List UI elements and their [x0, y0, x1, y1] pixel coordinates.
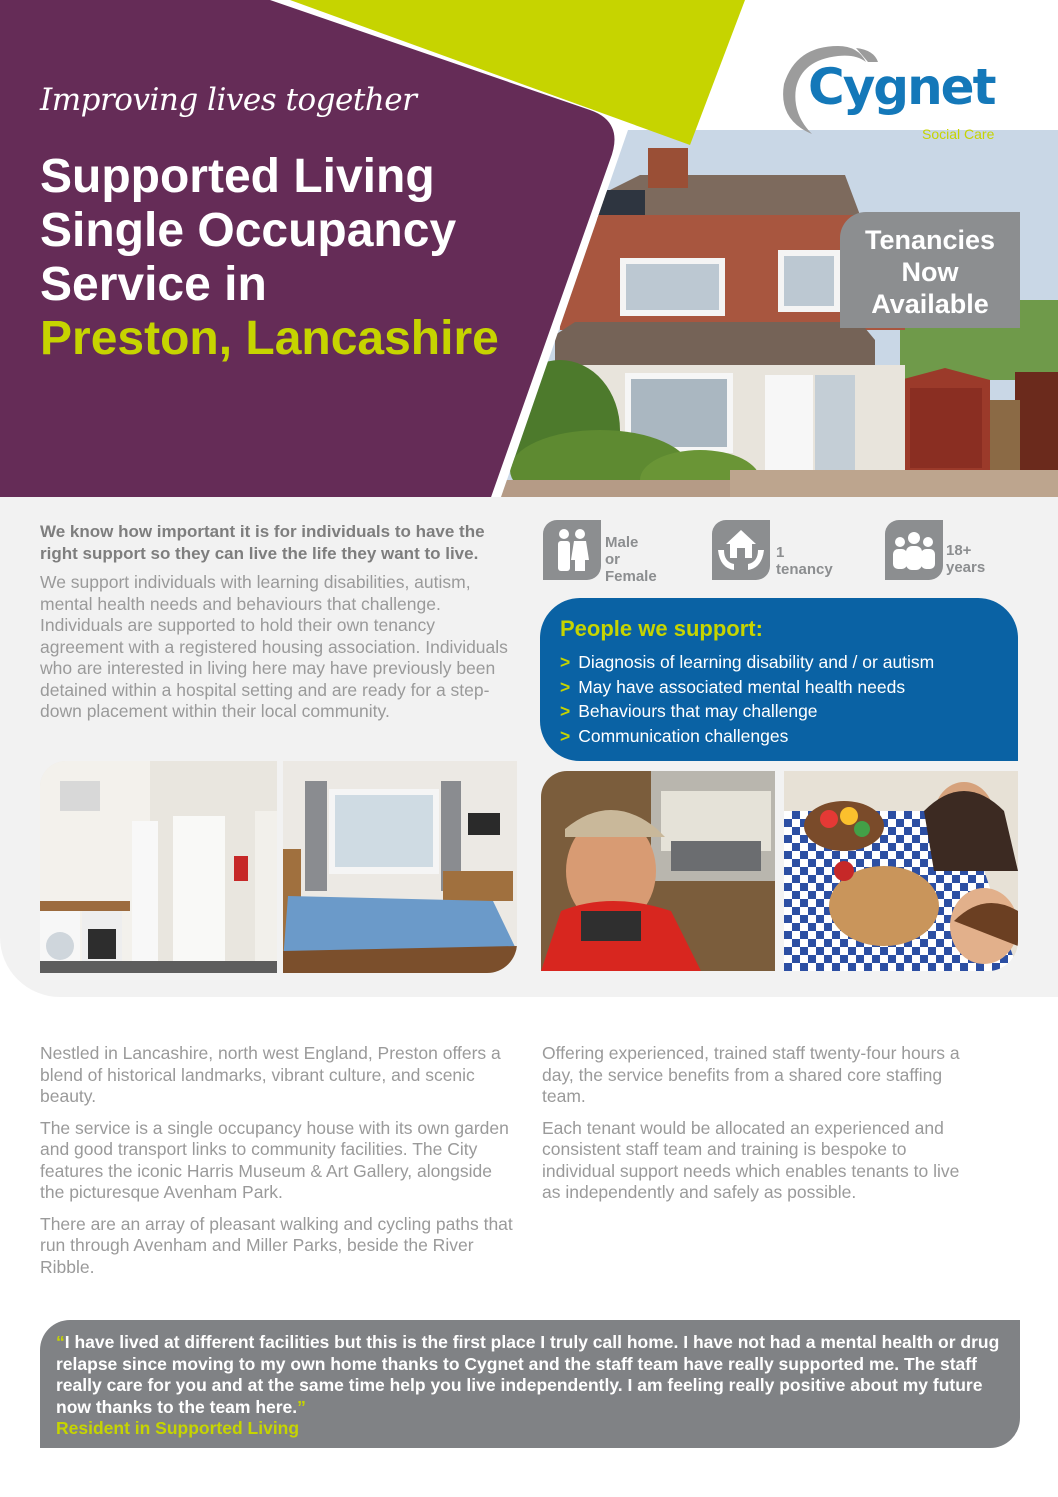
logo-subtitle: Social Care — [922, 126, 995, 142]
house-hands-icon — [712, 520, 770, 580]
title-location: Preston, Lancashire — [40, 312, 499, 365]
paragraph: Nestled in Lancashire, north west England, Preston offers a blend of historical landmarks, vibrant culture, and scenic beauty. — [40, 1043, 501, 1106]
tenancies-badge — [840, 212, 1020, 328]
paragraph: There are an array of pleasant walking and cycling paths that run through Avenham and Miller Parks, beside the River Ribble. — [40, 1213, 513, 1277]
logo-wordmark: Cygnet — [808, 58, 995, 116]
feature-label: 1 tenancy — [776, 544, 833, 578]
paragraph: The service is a single occupancy house with its own garden and good transport links to community facilities. The City features the iconic Harris Museum & Art Gallery, alongside the picturesque Avenham Park. — [40, 1117, 509, 1202]
list-item: > May have associated mental health needs — [560, 676, 906, 697]
close-quote-mark: ” — [297, 1396, 306, 1417]
chevron-right-icon: > — [560, 725, 571, 746]
title-line: Supported Living — [40, 150, 435, 203]
badge-line: Now — [901, 257, 959, 287]
chevron-right-icon: > — [560, 701, 571, 721]
male-female-icon — [543, 520, 601, 580]
badge-line: Available — [871, 289, 989, 319]
support-heading: People we support: — [560, 616, 763, 641]
feature-label: 18+ years — [946, 542, 986, 576]
text-column-right — [542, 1043, 962, 1214]
people-we-support-box — [540, 598, 1018, 761]
open-quote-mark: “ — [56, 1332, 65, 1352]
group-people-icon — [885, 520, 943, 580]
title-line: Service in — [40, 258, 267, 311]
list-item: > Communication challenges — [560, 725, 789, 746]
testimonial-attribution: Resident in Supported Living — [56, 1418, 300, 1438]
chevron-right-icon: > — [560, 676, 571, 697]
text-column-left — [40, 1043, 520, 1288]
list-item: > Behaviours that may challenge — [560, 701, 818, 721]
testimonial-box — [40, 1320, 1020, 1448]
feature-label: Male or Female — [605, 534, 657, 585]
testimonial-text: I have lived at different facilities but this is the first place I truly call home. I have not had a mental health or drug relapse since moving to my own home thanks to Cygnet and the staff team have really supported me. The staff really care for you and at the same time help you live independently. I am feeling really positive about my future now thanks to the team here. — [56, 1332, 1000, 1417]
paragraph: Each tenant would be allocated an experienced and consistent staff team and training is bespoke to individual support needs which enables tenants to live as independently and safely as possible. — [542, 1117, 960, 1202]
chevron-right-icon: > — [560, 652, 571, 672]
badge-line: Tenancies — [864, 225, 996, 255]
intro-body: We support individuals with learning disabilities, autism, mental health needs and behaviours that challenge. Individuals are supported to hold their own tenancy agreement with a registered housing association. Individuals who are interested in living here may have previously been detained within a hospital setting and are ready for a step-down placement within their local community. — [40, 572, 508, 721]
list-item: > Diagnosis of learning disability and / or autism — [560, 652, 935, 672]
cooking-photo — [784, 771, 1018, 971]
paragraph: Offering experienced, trained staff twenty-four hours a day, the service benefits from a shared core staffing team. — [542, 1043, 960, 1106]
intro-lead: We know how important it is for individuals to have the right support so they can live the life they want to live. — [40, 522, 485, 563]
page-title — [40, 150, 540, 366]
support-list — [560, 650, 1018, 748]
bedroom-photo — [283, 761, 517, 973]
hero-banner — [0, 0, 1058, 500]
title-line: Single Occupancy — [40, 204, 457, 257]
man-in-cap-photo — [541, 771, 775, 971]
tagline: Improving lives together — [40, 82, 417, 118]
kitchen-photo — [40, 761, 277, 973]
